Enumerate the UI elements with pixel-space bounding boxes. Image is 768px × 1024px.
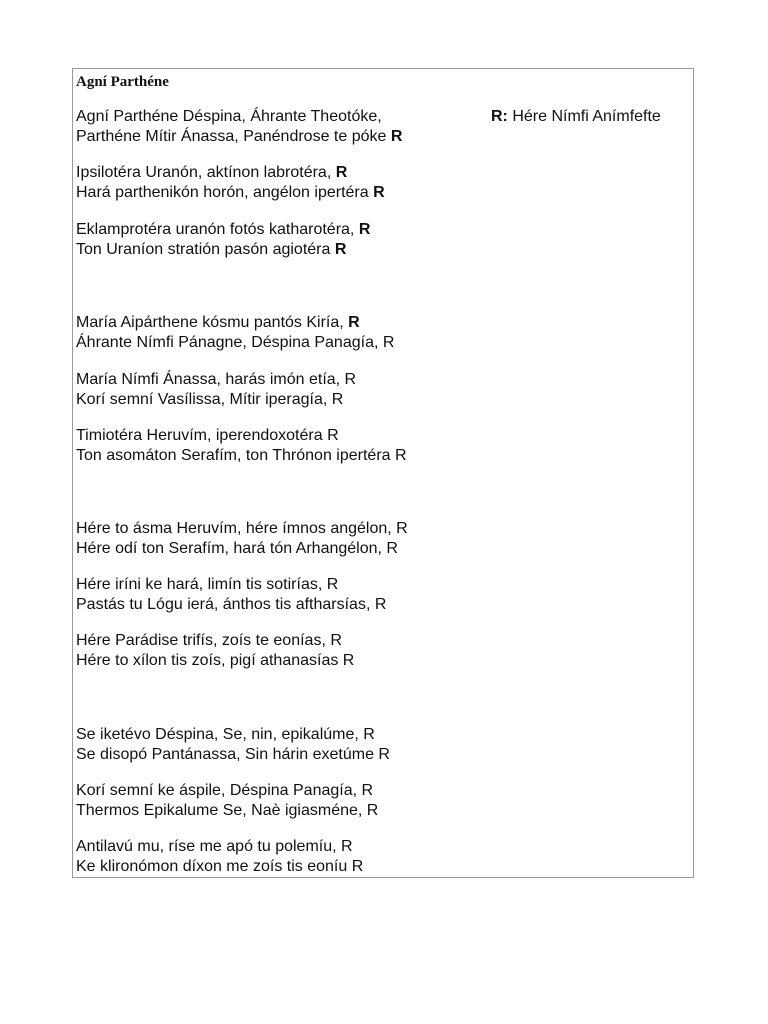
verse-line: Se disopó Pantánassa, Sin hárin exetúme R: [76, 746, 390, 763]
verse-line: Áhrante Nímfi Pánagne, Déspina Panagía, R: [76, 334, 395, 351]
verse-line: Hére to xílon tis zoís, pigí athanasías R: [76, 652, 355, 669]
verse-line: Thermos Epikalume Se, Naè igiasméne, R: [76, 802, 379, 819]
stanza-3: [76, 220, 370, 260]
verse-line: Korí semní ke áspile, Déspina Panagía, R: [76, 782, 374, 799]
stanza-9: [76, 631, 354, 671]
verse-line: María Nímfi Ánassa, harás imón etía, R: [76, 371, 357, 388]
verse-line: Pastás tu Lógu ierá, ánthos tis aftharsías, R: [76, 596, 387, 613]
stanza-11: [76, 781, 378, 821]
stanza-7: [76, 519, 408, 559]
verse-line: Parthéne Mítir Ánassa, Panéndrose te póke R: [76, 128, 403, 145]
verse-line: Ipsilotéra Uranón, aktínon labrotéra, R: [76, 164, 348, 181]
verse-line: Ton asomáton Serafím, ton Thrónon ipertéra R: [76, 447, 407, 464]
refrain-text: Hére Nímfi Anímfefte: [507, 108, 661, 125]
verse-line: Timiotéra Heruvím, iperendoxotéra R: [76, 427, 339, 444]
verse-line: Hará parthenikón horón, angélon ipertéra R: [76, 184, 385, 201]
stanza-2: [76, 163, 385, 203]
stanza-12: [76, 837, 363, 877]
document-frame: [72, 68, 694, 878]
verse-line: Se iketévo Déspina, Se, nin, epikalúme, R: [76, 726, 375, 743]
refrain-marker: R:: [491, 108, 508, 125]
verse-line: María Aipárthene kósmu pantós Kiría, R: [76, 314, 360, 331]
verse-line: Korí semní Vasílissa, Mítir iperagía, R: [76, 391, 344, 408]
verse-line: Eklamprotéra uranón fotós katharotéra, R: [76, 221, 371, 238]
verse-line: Hére odí ton Serafím, hará tón Arhangélon, R: [76, 540, 398, 557]
stanza-8: [76, 575, 386, 615]
stanza-6: [76, 426, 407, 466]
verse-line: Agní Parthéne Déspina, Áhrante Theotóke,: [76, 108, 382, 125]
stanza-5: [76, 370, 356, 410]
stanza-1: [76, 107, 402, 147]
verse-line: Ke klironómon díxon me zoís tis eoníu R: [76, 858, 364, 875]
stanza-4: [76, 313, 394, 353]
stanza-10: [76, 725, 390, 765]
refrain-line: [491, 107, 661, 127]
verse-line: Antilavú mu, ríse me apó tu polemíu, R: [76, 838, 353, 855]
verse-line: Ton Uraníon stratión pasón agiotéra R: [76, 241, 347, 258]
verse-line: Hére Parádise trifís, zoís te eonías, R: [76, 632, 342, 649]
verse-line: Hére to ásma Heruvím, hére ímnos angélon, R: [76, 520, 408, 537]
verse-line: Hére iríni ke hará, limín tis sotirías, R: [76, 576, 339, 593]
song-title: Agní Parthéne: [76, 74, 169, 90]
